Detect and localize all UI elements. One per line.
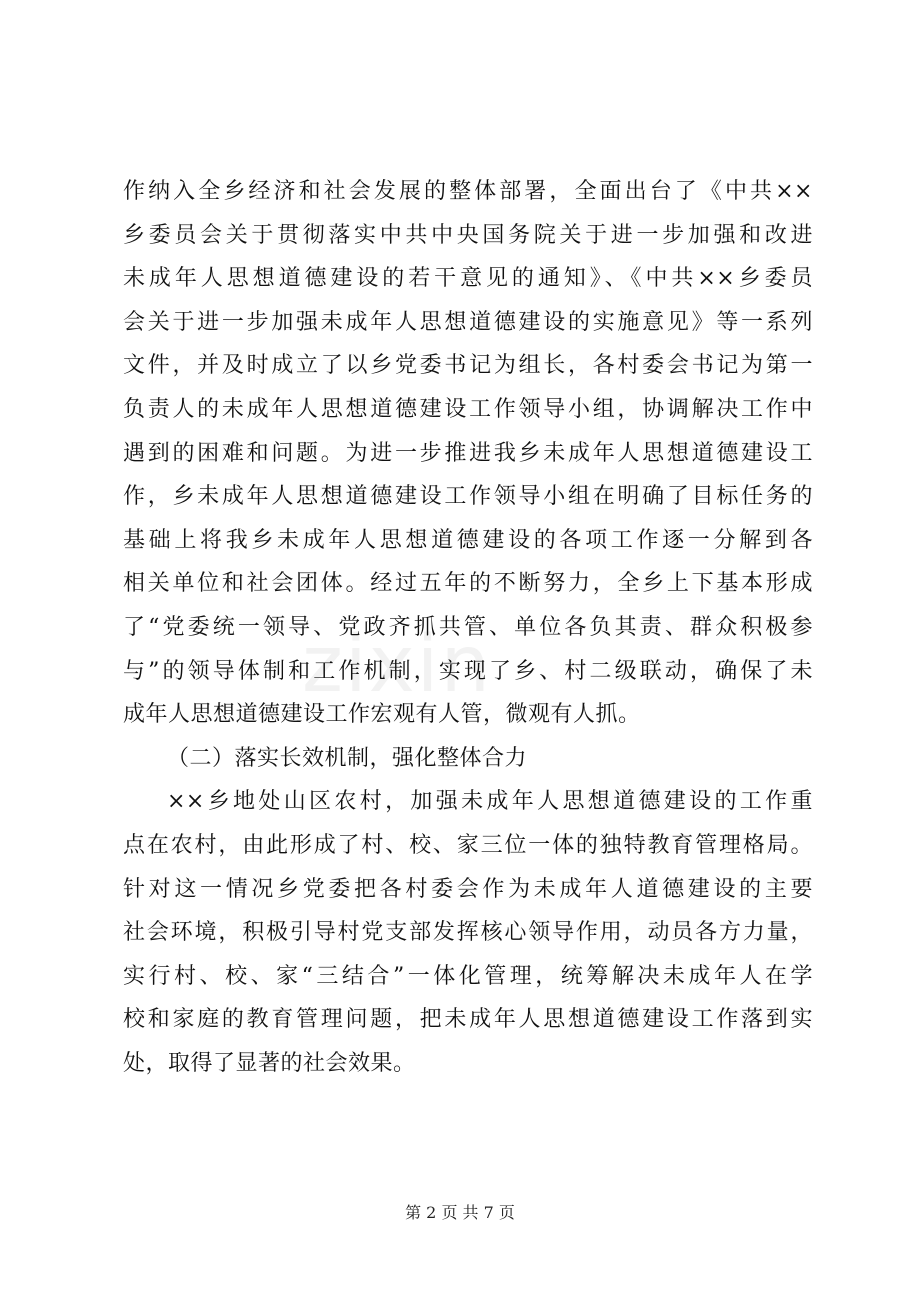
text-line: 作，乡未成年人思想道德建设工作领导小组在明确了目标任务的 (123, 484, 813, 510)
section-heading: （二）落实长效机制，强化整体合力 (167, 745, 528, 771)
text-line: 未成年人思想道德建设的若干意见的通知》、《中共××乡委员 (123, 266, 813, 292)
text-line: 文件，并及时成立了以乡党委书记为组长，各村委会书记为第一 (123, 353, 813, 379)
text-line: 实行村、校、家“三结合”一体化管理，统筹解决未成年人在学 (123, 963, 813, 989)
text-line: 与”的领导体制和工作机制，实现了乡、村二级联动，确保了未 (123, 658, 813, 684)
body-text (123, 170, 813, 1085)
page-footer: 第 2 页 共 7 页 (405, 1203, 515, 1222)
text-line: 会关于进一步加强未成年人思想道德建设的实施意见》等一系列 (123, 309, 813, 335)
text-line: 遇到的困难和问题。为进一步推进我乡未成年人思想道德建设工 (123, 440, 813, 466)
text-line: 负责人的未成年人思想道德建设工作领导小组，协调解决工作中 (123, 396, 813, 422)
text-line: 作纳入全乡经济和社会发展的整体部署，全面出台了《中共×× (123, 179, 813, 204)
text-line: 相关单位和社会团体。经过五年的不断努力，全乡上下基本形成 (123, 571, 813, 597)
text-line: 基础上将我乡未成年人思想道德建设的各项工作逐一分解到各 (123, 527, 813, 553)
text-line: 点在农村，由此形成了村、校、家三位一体的独特教育管理格局。 (123, 832, 813, 858)
text-line: ××乡地处山区农村，加强未成年人思想道德建设的工作重 (167, 789, 813, 815)
watermark: zixin (302, 620, 492, 710)
text-line: 了“党委统一领导、党政齐抓共管、单位各负其责、群众积极参 (123, 614, 813, 640)
text-line: 校和家庭的教育管理问题，把未成年人思想道德建设工作落到实 (123, 1007, 813, 1033)
text-line: 成年人思想道德建设工作宏观有人管，微观有人抓。 (123, 702, 641, 728)
text-line: 乡委员会关于贯彻落实中共中央国务院关于进一步加强和改进 (123, 222, 813, 248)
text-line: 针对这一情况乡党委把各村委会作为未成年人道德建设的主要 (123, 876, 813, 902)
text-line: 社会环境，积极引导村党支部发挥核心领导作用，动员各方力量， (123, 920, 813, 946)
text-line: 处，取得了显著的社会效果。 (123, 1050, 416, 1076)
